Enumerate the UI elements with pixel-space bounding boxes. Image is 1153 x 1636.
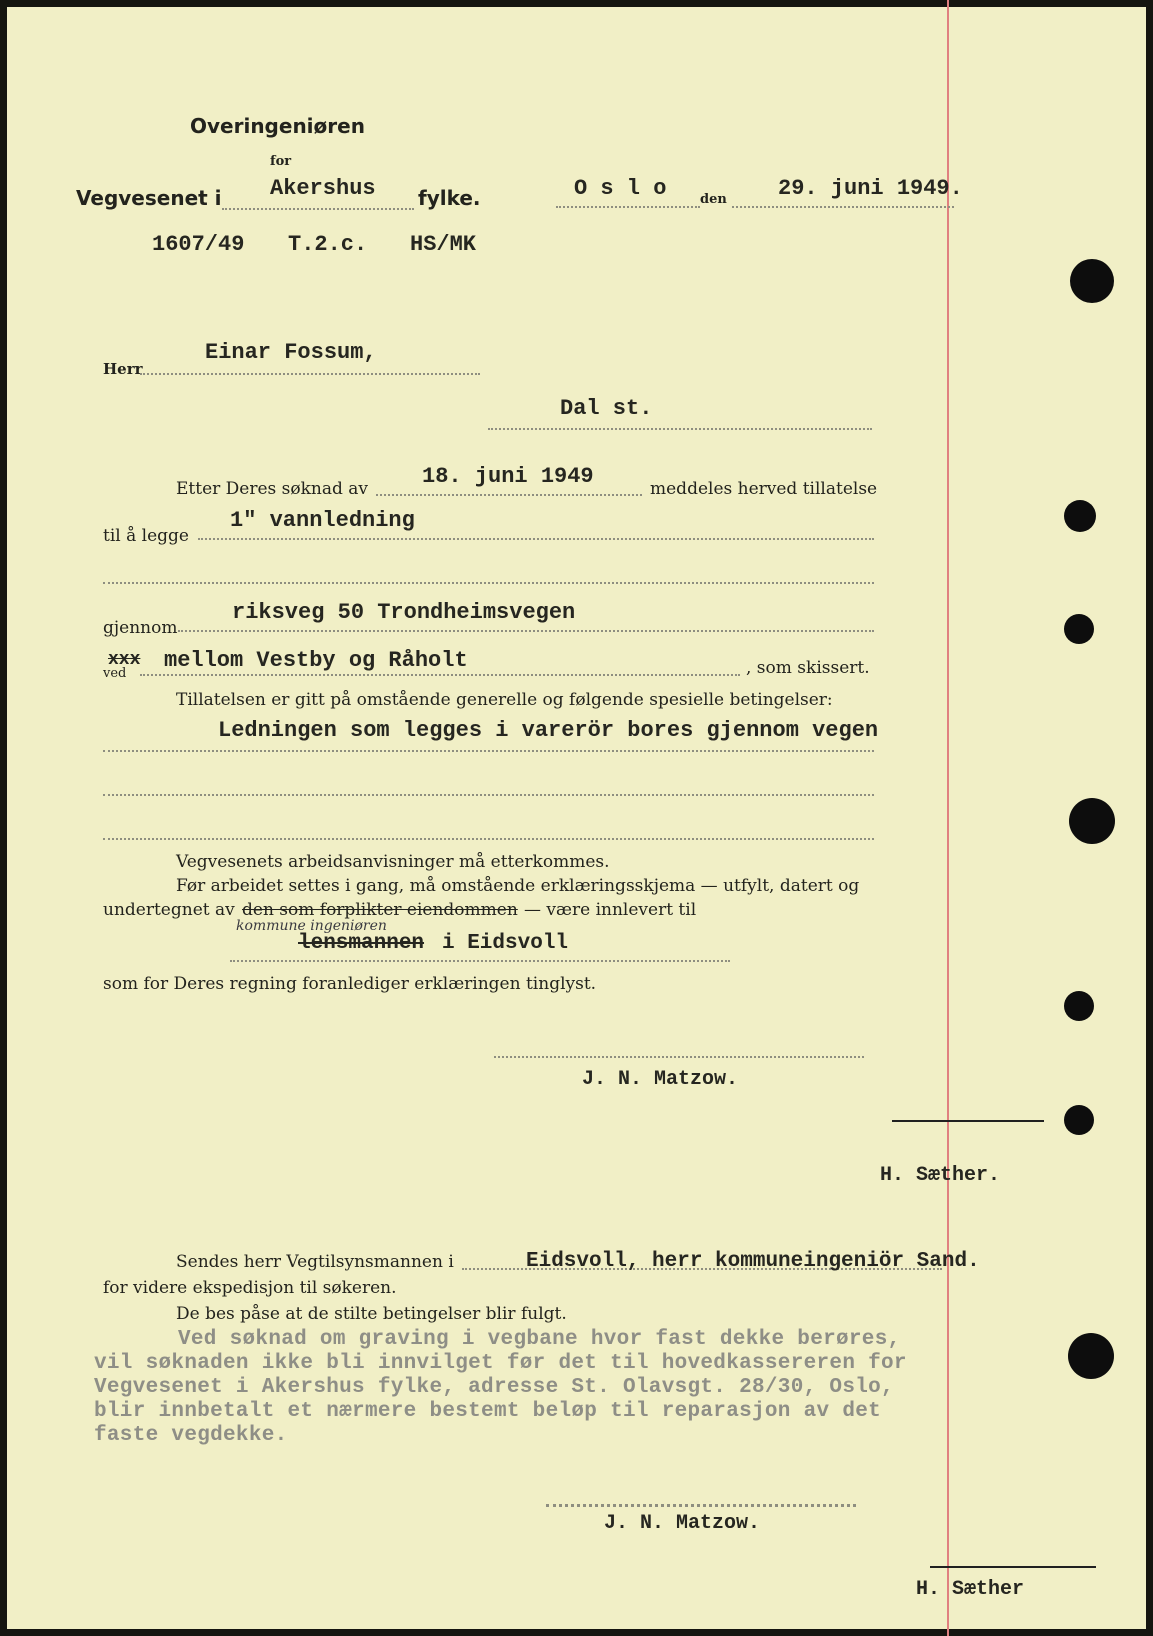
signature-2-fill-line	[546, 1504, 856, 1507]
place-fill-line	[556, 206, 700, 208]
reference-code: T.2.c.	[288, 232, 368, 257]
fylke-label: fylke.	[418, 186, 481, 210]
innlevert-fill-line	[230, 960, 730, 962]
note-line-1: Ved søknad om graving i vegbane hvor fast dekke berøres,	[178, 1328, 901, 1351]
instruction-3b-crossed: den som forplikter eiendommen	[242, 900, 518, 920]
signature-fill-line	[494, 1056, 864, 1058]
signature-1-second: H. Sæther.	[880, 1164, 1001, 1187]
forward-to: Eidsvoll, herr kommuneingeniör Sand.	[526, 1250, 980, 1273]
road-text: riksveg 50 Trondheimsvegen	[232, 600, 576, 625]
ved-crossed-out: xxx	[108, 650, 141, 670]
skissert-label: , som skissert.	[746, 658, 870, 678]
county-fill-line	[222, 208, 414, 210]
location-fill-line	[140, 674, 740, 676]
herr-label: Herr	[103, 360, 143, 378]
condition-fill-line-3	[103, 838, 874, 840]
date-fill-line	[732, 206, 954, 208]
header-county: Akershus	[270, 176, 376, 201]
instruction-2: Før arbeidet settes i gang, må omstående erklæringsskjema — utfylt, datert og	[176, 876, 860, 896]
header-title: Overingeniøren	[190, 114, 365, 138]
note-line-5: faste vegdekke.	[94, 1424, 288, 1447]
punch-hole	[1064, 614, 1094, 644]
signature-2-line	[930, 1566, 1096, 1568]
til-label: til å legge	[103, 526, 189, 546]
scan-border-left	[0, 0, 7, 1636]
punch-hole	[1064, 500, 1096, 532]
scan-border-top	[0, 0, 1153, 7]
handwritten-note: kommune ingeniøren	[236, 918, 387, 934]
note-line-2: vil søknaden ikke bli innvilget før det til hovedkassereren for	[94, 1352, 907, 1375]
meddeles-label: meddeles herved tillatelse	[650, 479, 878, 499]
punch-hole	[1064, 991, 1094, 1021]
signature-2-second: H. Sæther	[916, 1578, 1025, 1601]
punch-hole	[1068, 1333, 1114, 1379]
forward-line-3: De bes påse at de stilte betingelser blir fulgt.	[176, 1304, 567, 1324]
signature-2-name: J. N. Matzow.	[604, 1512, 761, 1535]
den-label: den	[700, 192, 727, 207]
ved-label: ved	[103, 666, 127, 681]
blank-fill-line	[103, 582, 874, 584]
note-line-3: Vegvesenet i Akershus fylke, adresse St. Olavsgt. 28/30, Oslo,	[94, 1376, 894, 1399]
appdate-fill-line	[376, 494, 642, 496]
gjennom-label: gjennom	[103, 618, 178, 638]
condition-text: Ledningen som legges i varerör bores gjennom vegen	[218, 718, 879, 743]
punch-hole	[1064, 1105, 1094, 1135]
condition-fill-line	[103, 750, 874, 752]
margin-line	[947, 0, 949, 1636]
instruction-1: Vegvesenets arbeidsanvisninger må etterkommes.	[176, 852, 610, 872]
signature-1-name: J. N. Matzow.	[582, 1068, 739, 1091]
note-line-4: blir innbetalt et nærmere bestemt beløp til reparasjon av det	[94, 1400, 882, 1423]
header-date: 29. juni 1949.	[778, 176, 963, 201]
crossed-recipient: lensmannen	[298, 932, 425, 955]
etter-label: Etter Deres søknad av	[176, 479, 369, 499]
instruction-3c: — være innlevert til	[524, 900, 697, 920]
forward-line-2: for videre ekspedisjon til søkeren.	[103, 1278, 397, 1298]
conditions-intro: Tillatelsen er gitt på omstående generelle og følgende spesielle betingelser:	[176, 690, 833, 710]
instruction-4: som for Deres regning foranlediger erklæringen tinglyst.	[103, 974, 597, 994]
address-fill-line	[488, 428, 872, 430]
road-fill-line	[178, 630, 874, 632]
object-text: 1" vannledning	[230, 508, 415, 533]
header-for-label: for	[270, 154, 292, 169]
punch-hole	[1070, 259, 1114, 303]
recipient-name: Einar Fossum,	[205, 340, 377, 365]
condition-fill-line-2	[103, 794, 874, 796]
sendes-label: Sendes herr Vegtilsynsmannen i	[176, 1252, 454, 1272]
punch-hole	[1069, 798, 1115, 844]
header-place: O s l o	[574, 176, 667, 201]
scan-border-right	[1146, 0, 1153, 1636]
name-fill-line	[140, 373, 480, 375]
application-date: 18. juni 1949	[422, 464, 594, 489]
object-fill-line	[198, 538, 874, 540]
reference-number: 1607/49	[152, 232, 245, 257]
recipient-address: Dal st.	[560, 396, 653, 421]
vegvesenet-label: Vegvesenet i	[76, 186, 222, 210]
instruction-3a: undertegnet av	[103, 900, 235, 920]
reference-initials: HS/MK	[410, 232, 477, 257]
recipient-place: i Eidsvoll	[442, 932, 569, 955]
signature-1-line	[892, 1120, 1044, 1122]
scan-border-bottom	[0, 1629, 1153, 1636]
location-text: mellom Vestby og Råholt	[164, 648, 468, 673]
